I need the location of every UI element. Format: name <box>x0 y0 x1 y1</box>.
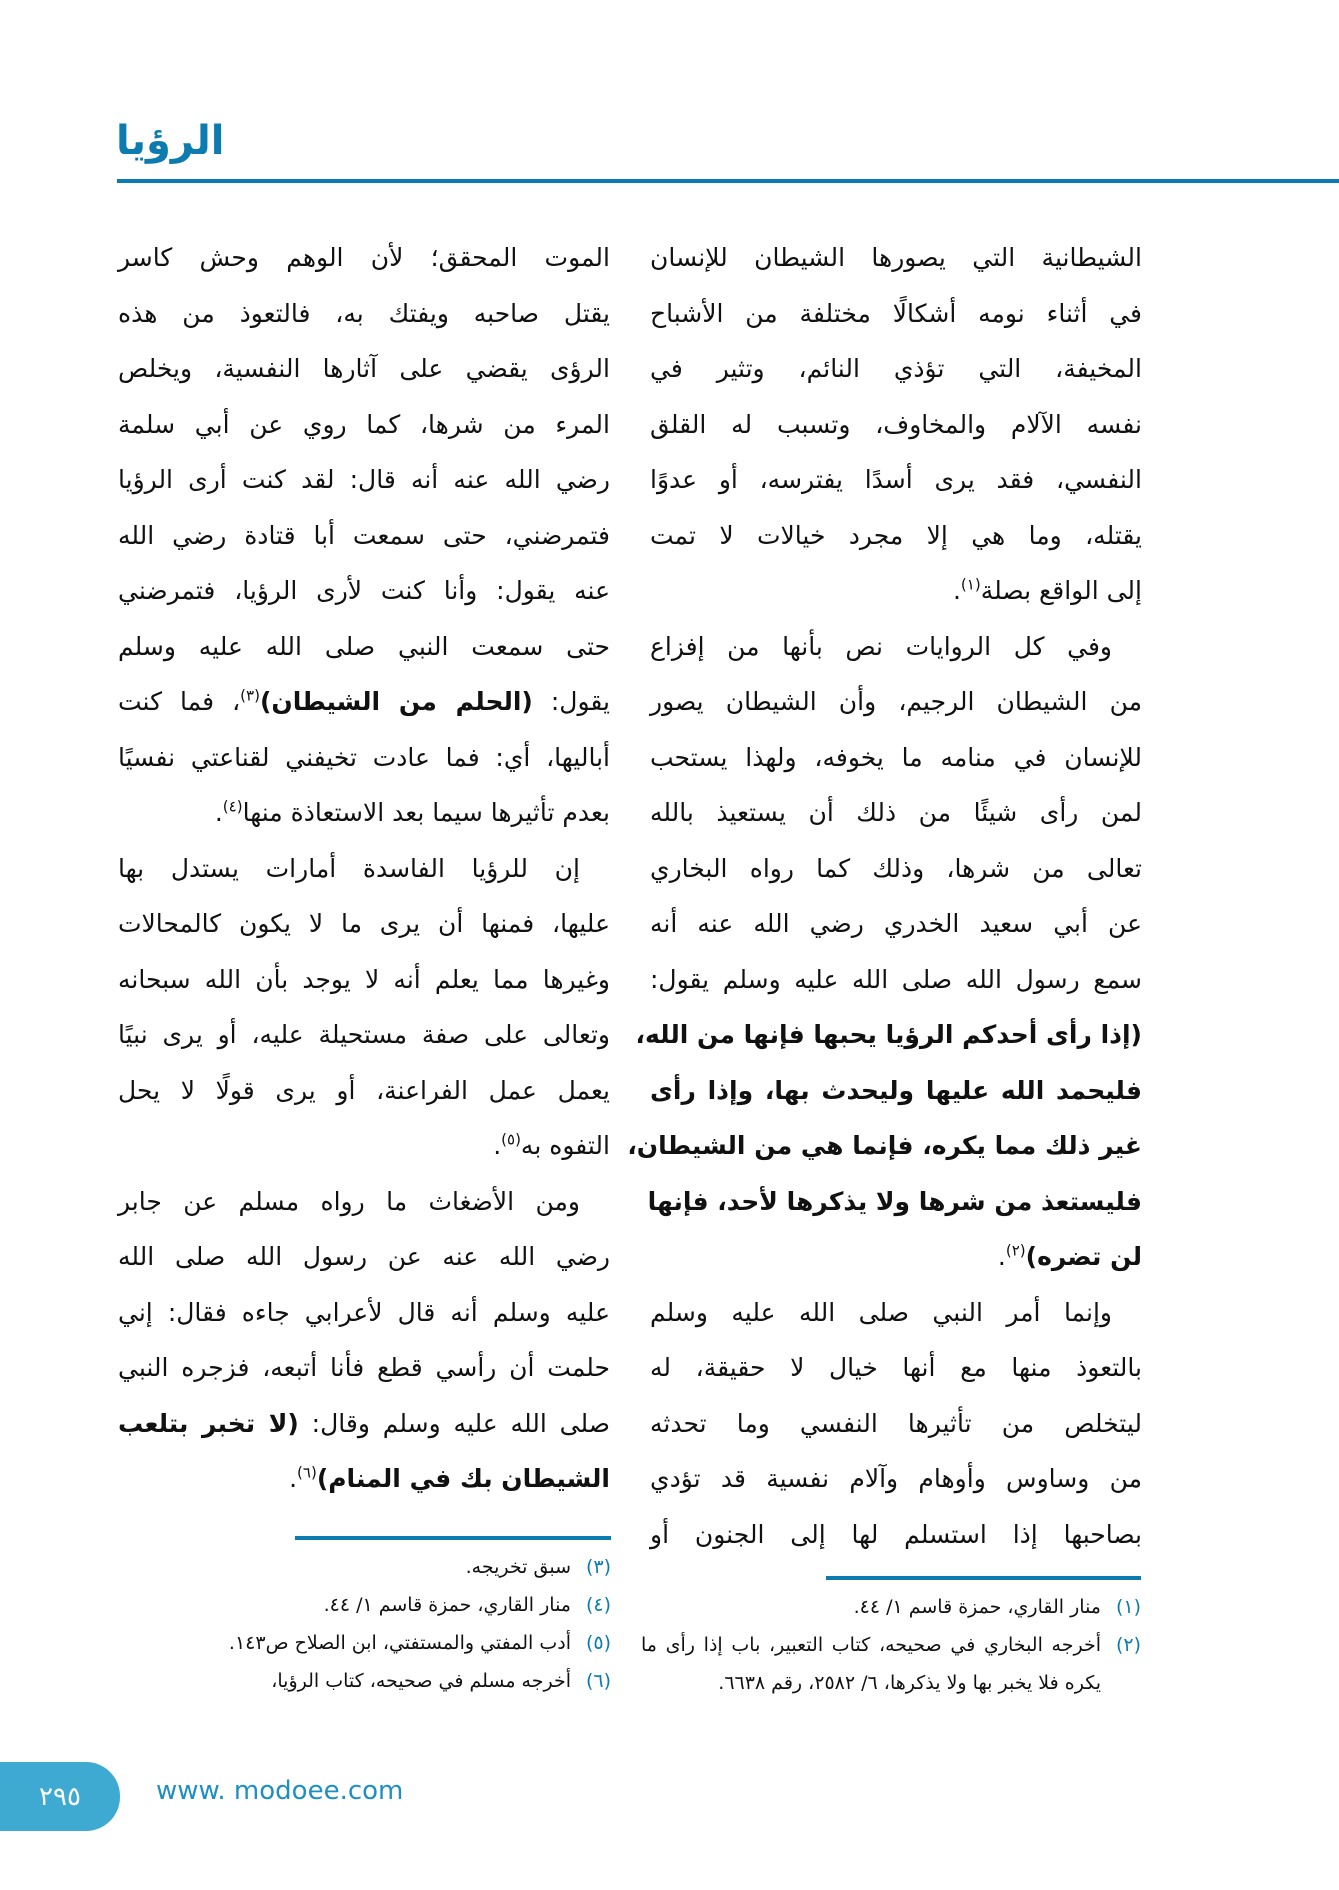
text-line <box>650 785 1142 841</box>
footnote-divider-left <box>295 1536 611 1540</box>
line-text: يقتله، وما هي إلا مجرد خيالات لا تمت <box>650 520 1142 550</box>
line-text-tail: . <box>214 798 223 827</box>
text-line <box>118 286 610 342</box>
text-line <box>650 730 1142 786</box>
footnote <box>111 1548 611 1586</box>
footnote-text: منار القاري، حمزة قاسم ١/ ٤٤. <box>323 1594 571 1616</box>
text-line <box>118 841 610 897</box>
text-line <box>650 896 1142 952</box>
footnote <box>111 1586 611 1624</box>
line-text: يعمل عمل الفراعنة، أو يرى قولًا لا يحل <box>118 1075 610 1105</box>
footnote-reference: (٤) <box>222 797 243 816</box>
footnote-number: (١) <box>1115 1596 1141 1618</box>
text-line <box>118 1285 610 1341</box>
chapter-title: الرؤيا <box>116 118 225 164</box>
text-line <box>650 230 1142 286</box>
line-text: الشيطانية التي يصورها الشيطان للإنسان <box>650 243 1142 272</box>
text-line <box>118 1063 610 1119</box>
line-text: من الشيطان الرجيم، وأن الشيطان يصور <box>650 687 1142 716</box>
text-line <box>650 1340 1142 1396</box>
hadith-text: (إذا رأى أحدكم الرؤيا يحبها فإنها من الله، <box>635 1020 1142 1049</box>
line-text-tail: . <box>289 1464 298 1493</box>
hadith-text: لن تضره) <box>1025 1242 1142 1271</box>
line-text: من وساوس وأوهام وآلام نفسية قد تؤدي <box>650 1464 1142 1493</box>
text-line <box>118 674 610 730</box>
line-text: عن أبي سعيد الخدري رضي الله عنه أنه <box>650 909 1142 938</box>
line-text: إن للرؤيا الفاسدة أمارات يستدل بها <box>118 853 580 883</box>
line-text: عليه وسلم أنه قال لأعرابي جاءه فقال: إني <box>118 1297 610 1327</box>
footnote-reference: (٥) <box>501 1130 521 1149</box>
footnote-number: (٥) <box>585 1632 611 1654</box>
line-text: النفسي، فقد يرى أسدًا يفترسه، أو عدوًا <box>650 465 1142 494</box>
footnote-text: أدب المفتي والمستفتي، ابن الصلاح ص١٤٣. <box>228 1632 571 1654</box>
line-text: نفسه الآلام والمخاوف، وتسبب له القلق <box>650 409 1142 439</box>
footnote-number: (٣) <box>585 1556 611 1578</box>
text-line <box>118 563 610 619</box>
line-text: عنه يقول: وأنا كنت لأرى الرؤيا، فتمرضني <box>118 576 610 605</box>
text-line <box>650 1285 1142 1341</box>
footnote <box>111 1624 611 1662</box>
footnote-number: (٤) <box>585 1594 611 1616</box>
footnote-reference: (٦) <box>297 1463 317 1482</box>
text-line <box>650 286 1142 342</box>
line-text: الرؤى يقضي على آثارها النفسية، ويخلص <box>118 354 610 383</box>
header-divider <box>117 179 1339 183</box>
line-text: صلى الله عليه وسلم وقال: <box>298 1408 610 1438</box>
footnote <box>641 1626 1141 1702</box>
line-text: المخيفة، التي تؤذي النائم، وتثير في <box>650 354 1142 383</box>
line-text: سمع رسول الله صلى الله عليه وسلم يقول: <box>650 964 1142 994</box>
text-line <box>650 619 1142 675</box>
footnote-reference: (٣) <box>240 686 260 705</box>
text-line <box>650 1396 1142 1452</box>
line-text: رضي الله عنه عن رسول الله صلى الله <box>118 1242 610 1271</box>
text-line <box>650 674 1142 730</box>
line-text: وفي كل الروايات نص بأنها من إفزاع <box>650 631 1112 661</box>
text-line <box>118 230 610 286</box>
text-line <box>650 563 1142 619</box>
hadith-text: فليستعذ من شرها ولا يذكرها لأحد، فإنها <box>647 1186 1142 1216</box>
text-line <box>650 952 1142 1008</box>
text-line <box>118 896 610 952</box>
text-line <box>650 397 1142 453</box>
text-line <box>627 1118 1142 1174</box>
line-text: ليتخلص من تأثيرها النفسي وما تحدثه <box>650 1408 1142 1438</box>
hadith-text: (الحلم من الشيطان) <box>259 687 533 716</box>
page-number: ٢٩٥ <box>39 1781 81 1812</box>
line-text: تعالى من شرها، وذلك كما رواه البخاري <box>650 853 1142 883</box>
left-text-column <box>118 230 610 1507</box>
text-line <box>118 1396 610 1452</box>
text-line <box>650 1451 1142 1507</box>
line-text: بالتعوذ منها مع أنها خيال لا حقيقة، له <box>650 1353 1142 1382</box>
text-line <box>118 508 610 564</box>
footnotes-left <box>111 1548 611 1700</box>
line-text: أباليها، أي: فما عادت تخيفني لقناعتي نفسيًا <box>118 742 610 772</box>
line-text: في أثناء نومه أشكالًا مختلفة من الأشباح <box>650 298 1142 328</box>
line-text-tail: . <box>997 1242 1006 1271</box>
line-text: حتى سمعت النبي صلى الله عليه وسلم <box>118 631 610 661</box>
footnote-text: أخرجه البخاري في صحيحه، كتاب التعبير، باب إذا رأى ما يكره فلا يخبر بها ولا يذكرها، ٦/ ٢٥٨٢، رقم ٦٦٣٨. <box>641 1634 1101 1694</box>
hadith-text: الشيطان بك في المنام) <box>316 1464 610 1493</box>
footnote-reference: (٢) <box>1005 1241 1026 1260</box>
line-text: المرء من شرها، كما روي عن أبي سلمة <box>118 409 610 439</box>
text-line <box>650 841 1142 897</box>
line-text: وغيرها مما يعلم أنه لا يوجد بأن الله سبحانه <box>118 964 610 994</box>
line-text-tail: . <box>493 1131 502 1160</box>
hadith-text: فليحمد الله عليها وليحدث بها، وإذا رأى <box>650 1075 1142 1105</box>
footnote-number: (٢) <box>1115 1634 1141 1656</box>
text-line <box>650 1063 1142 1119</box>
text-line <box>118 730 610 786</box>
text-line <box>650 452 1142 508</box>
footnote <box>111 1662 611 1700</box>
text-line <box>118 1118 610 1174</box>
text-line <box>650 508 1142 564</box>
text-line <box>118 785 610 841</box>
text-line <box>647 1174 1142 1230</box>
line-text: رضي الله عنه أنه قال: لقد كنت أرى الرؤيا <box>118 465 610 494</box>
text-line <box>118 952 610 1008</box>
footnote-text: أخرجه مسلم في صحيحه، كتاب الرؤيا، <box>271 1670 571 1692</box>
line-text: فتمرضني، حتى سمعت أبا قتادة رضي الله <box>118 520 610 550</box>
line-text: بصاحبها إذا استسلم لها إلى الجنون أو <box>650 1519 1142 1549</box>
footnote <box>641 1588 1141 1626</box>
hadith-text: (لا تخبر بتلعب <box>118 1408 299 1438</box>
text-line <box>118 619 610 675</box>
text-line <box>650 1229 1142 1285</box>
text-line <box>118 341 610 397</box>
line-text: وتعالى على صفة مستحيلة عليه، أو يرى نبيًا <box>118 1020 610 1049</box>
hadith-text: غير ذلك مما يكره، فإنما هي من الشيطان، <box>627 1131 1142 1160</box>
text-line <box>635 1007 1142 1063</box>
line-text: بعدم تأثيرها سيما بعد الاستعاذة منها <box>242 798 610 827</box>
text-line <box>118 1174 610 1230</box>
text-line <box>118 1007 610 1063</box>
line-text: حلمت أن رأسي قطع فأنا أتبعه، فزجره النبي <box>118 1353 610 1382</box>
text-line <box>118 397 610 453</box>
line-text: ومن الأضغاث ما رواه مسلم عن جابر <box>118 1186 580 1216</box>
footnote-reference: (١) <box>960 575 981 594</box>
text-line <box>650 1507 1142 1563</box>
line-text: للإنسان في منامه ما يخوفه، ولهذا يستحب <box>650 742 1142 772</box>
line-text: التفوه به <box>520 1131 610 1160</box>
line-text: لمن رأى شيئًا من ذلك أن يستعيذ بالله <box>650 798 1142 827</box>
line-text: يقتل صاحبه ويفتك به، فالتعوذ من هذه <box>118 298 610 328</box>
line-text: الموت المحقق؛ لأن الوهم وحش كاسر <box>118 243 610 272</box>
line-text: وإنما أمر النبي صلى الله عليه وسلم <box>650 1297 1112 1327</box>
footnotes-right <box>641 1588 1141 1702</box>
line-text: إلى الواقع بصلة <box>980 576 1142 605</box>
line-text: عليها، فمنها أن يرى ما لا يكون كالمحالات <box>118 909 610 938</box>
footnote-divider-right <box>826 1576 1141 1580</box>
footnote-number: (٦) <box>585 1670 611 1692</box>
footnote-text: منار القاري، حمزة قاسم ١/ ٤٤. <box>853 1596 1101 1618</box>
line-text: يقول: <box>532 687 610 716</box>
text-line <box>118 452 610 508</box>
line-text-tail: . <box>952 576 961 605</box>
text-line <box>118 1229 610 1285</box>
website-link[interactable]: www. modoee.com <box>156 1776 404 1806</box>
page-number-badge <box>0 1762 120 1831</box>
text-line <box>118 1451 610 1507</box>
text-line <box>650 341 1142 397</box>
text-line <box>118 1340 610 1396</box>
right-text-column <box>627 230 1142 1562</box>
footnote-text: سبق تخريجه. <box>465 1556 571 1578</box>
line-text-tail: ، فما كنت <box>118 687 241 716</box>
